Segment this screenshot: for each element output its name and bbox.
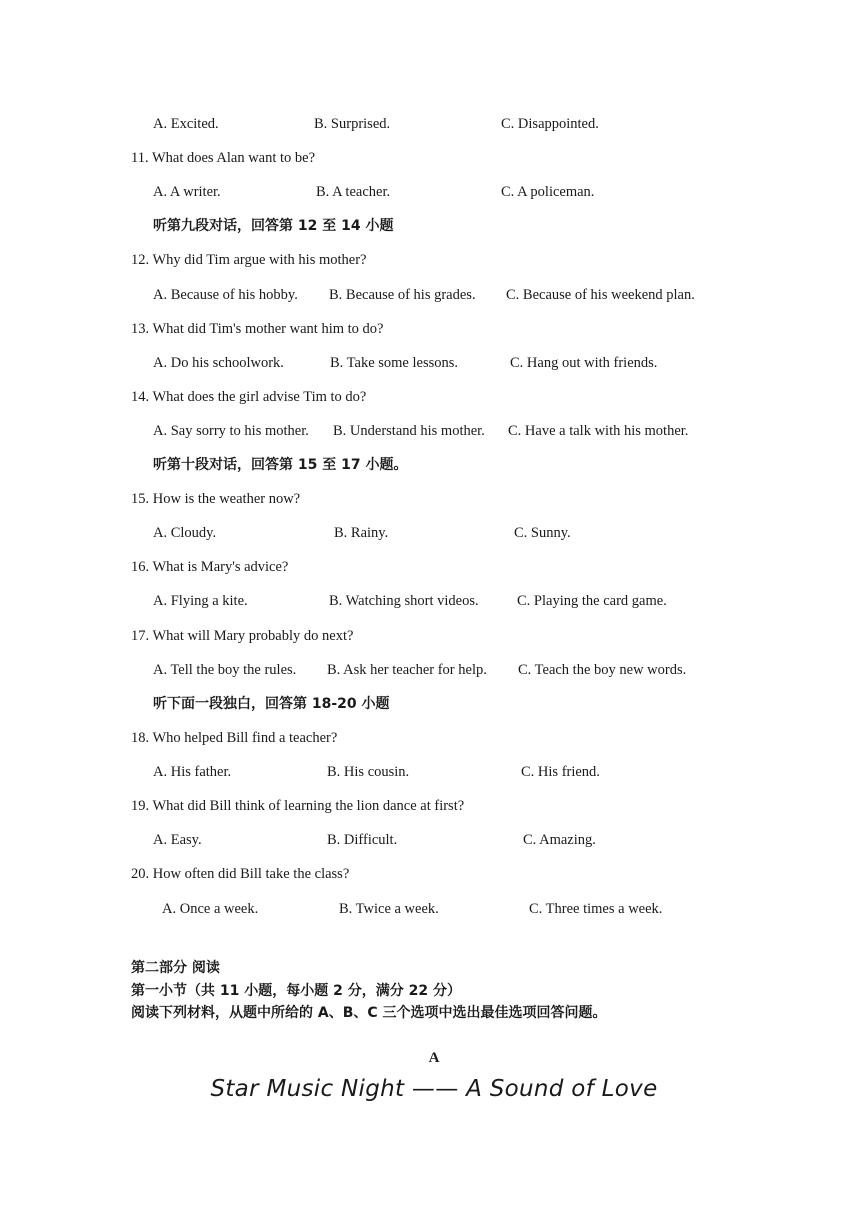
q11-option-c: C. A policeman. [501, 184, 595, 200]
q14-option-b: B. Understand his mother. [333, 423, 485, 439]
q17-question: 17. What will Mary probably do next? [131, 628, 354, 644]
q14-option-a: A. Say sorry to his mother. [153, 423, 309, 439]
q14-option-c: C. Have a talk with his mother. [508, 423, 689, 439]
q14-question: 14. What does the girl advise Tim to do? [131, 389, 367, 405]
q12-option-b: B. Because of his grades. [329, 287, 476, 303]
q16-option-a: A. Flying a kite. [153, 593, 248, 609]
q10-option-b: B. Surprised. [314, 116, 391, 132]
q19-question: 19. What did Bill think of learning the lion dance at first? [131, 798, 465, 814]
q10-option-a: A. Excited. [153, 116, 219, 132]
q20-question: 20. How often did Bill take the class? [131, 866, 350, 882]
q17-option-b: B. Ask her teacher for help. [327, 662, 487, 678]
q17-option-a: A. Tell the boy the rules. [153, 662, 297, 678]
q18-option-b: B. His cousin. [327, 764, 410, 780]
q16-question: 16. What is Mary's advice? [131, 559, 289, 575]
q19-option-a: A. Easy. [153, 832, 202, 848]
passage-title: Star Music Night —— A Sound of Love [210, 1076, 658, 1102]
part2-section1-heading: 第一小节（共 11 小题，每小题 2 分，满分 22 分） [131, 983, 461, 999]
q18-option-c: C. His friend. [521, 764, 600, 780]
q20-option-a: A. Once a week. [162, 901, 259, 917]
q13-option-c: C. Hang out with friends. [510, 355, 658, 371]
q20-option-b: B. Twice a week. [339, 901, 439, 917]
q16-option-c: C. Playing the card game. [517, 593, 667, 609]
q16-option-b: B. Watching short videos. [329, 593, 479, 609]
part2-instruction: 阅读下列材料，从题中所给的 A、B、C 三个选项中选出最佳选项回答问题。 [131, 1005, 607, 1021]
q13-question: 13. What did Tim's mother want him to do? [131, 321, 384, 337]
q18-question: 18. Who helped Bill find a teacher? [131, 730, 338, 746]
q15-question: 15. How is the weather now? [131, 491, 301, 507]
q20-option-c: C. Three times a week. [529, 901, 663, 917]
passage-letter: A [428, 1050, 440, 1066]
q13-option-a: A. Do his schoolwork. [153, 355, 284, 371]
q12-question: 12. Why did Tim argue with his mother? [131, 252, 367, 268]
q12-option-a: A. Because of his hobby. [153, 287, 298, 303]
q13-option-b: B. Take some lessons. [330, 355, 459, 371]
q19-option-b: B. Difficult. [327, 832, 398, 848]
q17-option-c: C. Teach the boy new words. [518, 662, 687, 678]
q15-option-b: B. Rainy. [334, 525, 389, 541]
q11-option-a: A. A writer. [153, 184, 221, 200]
q12-option-c: C. Because of his weekend plan. [506, 287, 695, 303]
q19-option-c: C. Amazing. [523, 832, 596, 848]
q11-option-b: B. A teacher. [316, 184, 391, 200]
part2-heading: 第二部分 阅读 [131, 960, 220, 976]
section-10-heading: 听第十段对话，回答第 15 至 17 小题。 [153, 457, 408, 473]
q15-option-c: C. Sunny. [514, 525, 571, 541]
section-11-heading: 听下面一段独白，回答第 18-20 小题 [153, 696, 390, 712]
q10-option-c: C. Disappointed. [501, 116, 599, 132]
section-9-heading: 听第九段对话，回答第 12 至 14 小题 [153, 218, 394, 234]
q15-option-a: A. Cloudy. [153, 525, 217, 541]
q18-option-a: A. His father. [153, 764, 232, 780]
q11-question: 11. What does Alan want to be? [131, 150, 316, 166]
